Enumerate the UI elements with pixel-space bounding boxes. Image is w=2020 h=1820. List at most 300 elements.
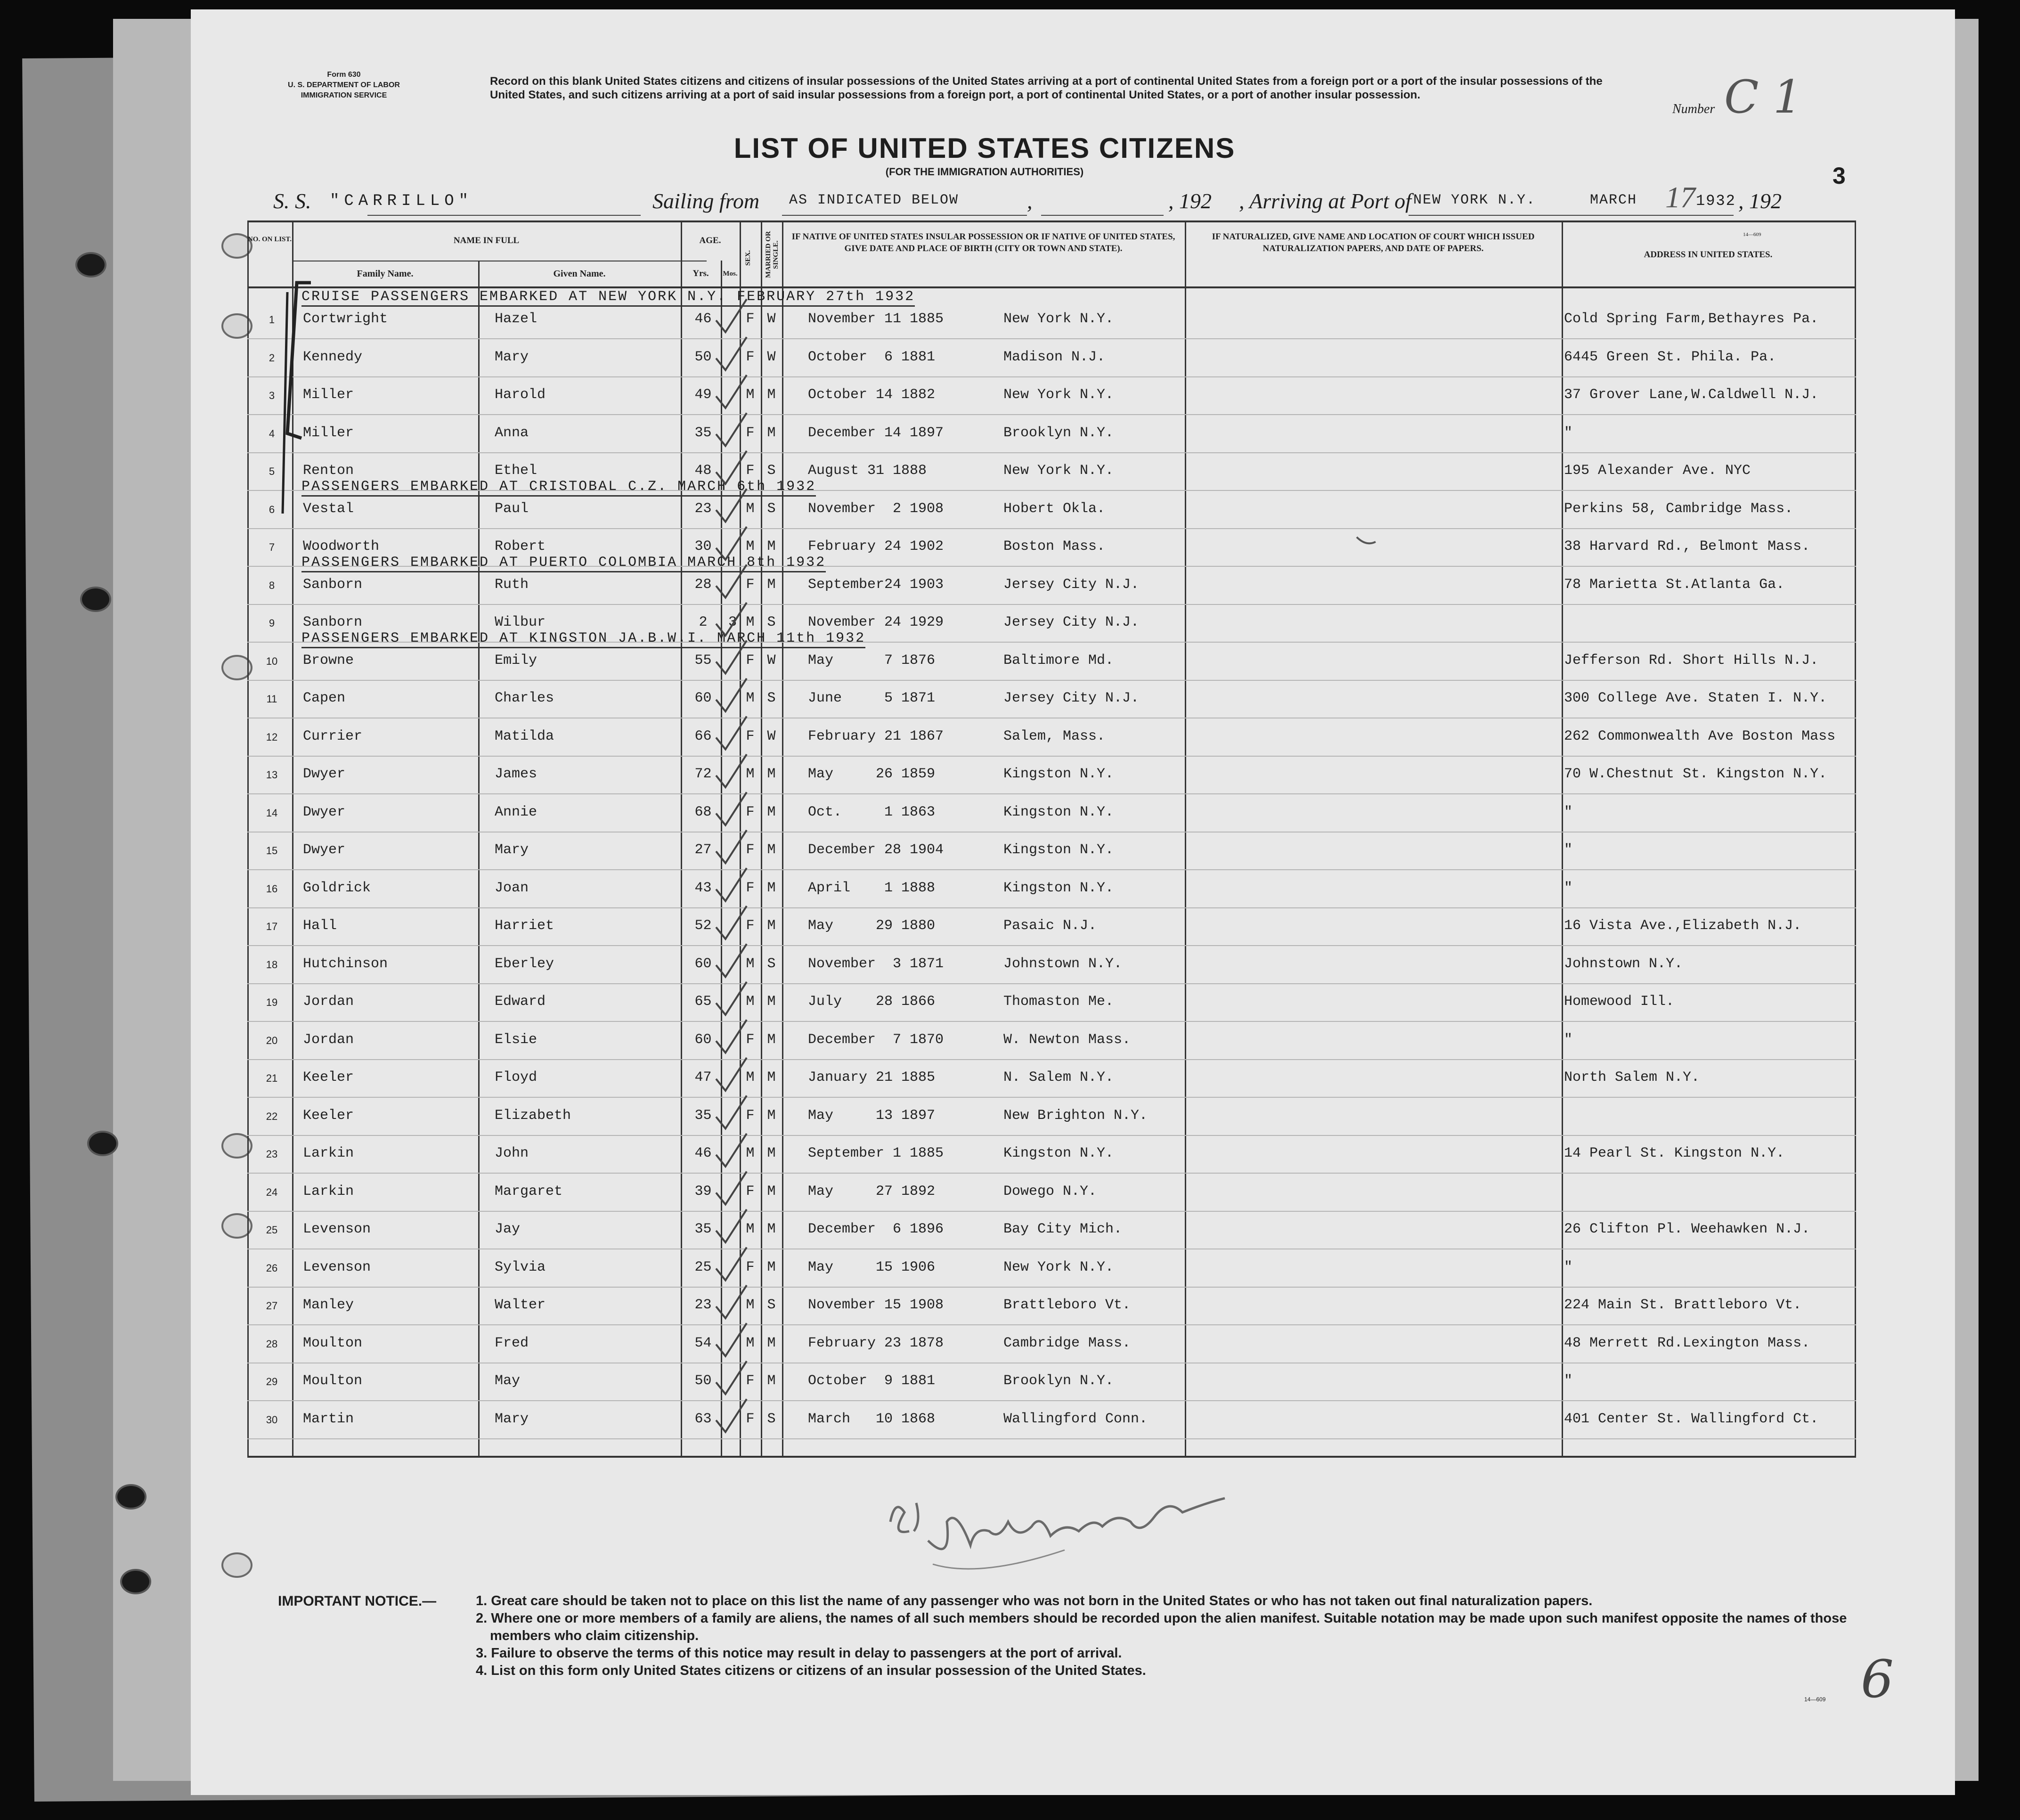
address: 38 Harvard Rd., Belmont Mass. [1564, 539, 1810, 555]
marital-status: M [767, 424, 776, 441]
given-name: Walter [495, 1297, 546, 1313]
table-row [247, 377, 1856, 415]
sex: M [746, 1297, 755, 1313]
birth-date: May 15 1906 [808, 1259, 936, 1275]
given-name: James [495, 766, 538, 782]
sex: M [746, 1145, 755, 1161]
row-number: 16 [266, 882, 278, 895]
birth-place: Brooklyn N.Y. [1003, 424, 1114, 441]
given-name: Harold [495, 387, 546, 403]
sex: M [746, 614, 755, 630]
print-code: 14—609 [1743, 232, 1761, 237]
family-name: Vestal [303, 500, 354, 517]
family-name: Goldrick [303, 880, 371, 896]
given-name: John [495, 1145, 529, 1161]
intro-text: Record on this blank United States citizens and citizens of insular possessions of the United States arriving at a port of continental United States from a foreign port or a port of the insular possessions of the United States, and such citizens arriving at a port of said insular possessions from a foreign port, a port of continental United States, or a port of another insular possession. [490, 75, 1603, 101]
sex: F [746, 842, 755, 858]
birth-date: May 29 1880 [808, 918, 936, 934]
age-years: 28 [694, 576, 712, 593]
birth-place: New York N.Y. [1003, 1259, 1114, 1275]
birth-place: Kingston N.Y. [1003, 1145, 1114, 1161]
table-row [247, 340, 1856, 377]
marital-status: W [767, 311, 776, 327]
punch-hole [80, 587, 111, 612]
row-number: 3 [269, 390, 275, 401]
birth-date: Oct. 1 1863 [808, 804, 936, 820]
family-name: Martin [303, 1411, 354, 1427]
age-years: 65 [694, 994, 712, 1010]
given-name: Mary [495, 842, 529, 858]
row-number: 9 [269, 617, 275, 629]
row-number: 12 [266, 731, 278, 743]
family-name: Moulton [303, 1373, 363, 1389]
address: " [1564, 1373, 1573, 1389]
address: Cold Spring Farm,Bethayres Pa. [1564, 311, 1819, 327]
birth-place: Boston Mass. [1003, 539, 1106, 555]
age-years: 35 [694, 424, 712, 441]
given-name: Matilda [495, 728, 554, 744]
table-row [247, 1060, 1856, 1098]
marital-status: M [767, 804, 776, 820]
birth-date: June 5 1871 [808, 690, 936, 706]
row-number: 15 [266, 845, 278, 857]
notice-item: 3. Failure to observe the terms of this notice may result in delay to passengers at the port of arrival. [476, 1646, 1122, 1661]
address: " [1564, 1259, 1573, 1275]
table-row [247, 681, 1856, 718]
header-sex: SEX. [744, 250, 752, 266]
marital-status: M [767, 918, 776, 934]
given-name: May [495, 1373, 521, 1389]
age-years: 54 [694, 1335, 712, 1351]
ship-name: "CARRILLO" [330, 192, 473, 210]
marital-status: M [767, 1145, 776, 1161]
punch-hole [221, 1552, 252, 1578]
birth-date: September 1 1885 [808, 1145, 944, 1161]
sex: M [746, 690, 755, 706]
underline [1409, 215, 1734, 216]
row-number: 27 [266, 1300, 278, 1312]
sex: M [746, 1221, 755, 1237]
family-name: Miller [303, 424, 354, 441]
birth-date: May 7 1876 [808, 652, 936, 669]
punch-hole [87, 1131, 118, 1156]
birth-place: W. Newton Mass. [1003, 1031, 1131, 1048]
table-row [247, 908, 1856, 946]
marital-status: M [767, 1221, 776, 1237]
birth-place: Kingston N.Y. [1003, 804, 1114, 820]
sex: F [746, 349, 755, 365]
marital-status: M [767, 1183, 776, 1200]
service-name: IMMIGRATION SERVICE [301, 91, 387, 99]
marital-status: S [767, 1411, 776, 1427]
birth-place: Bay City Mich. [1003, 1221, 1123, 1237]
sex: M [746, 387, 755, 403]
family-name: Dwyer [303, 804, 346, 820]
birth-date: November 11 1885 [808, 311, 944, 327]
family-name: Jordan [303, 1031, 354, 1048]
address: " [1564, 880, 1573, 896]
given-name: Emily [495, 652, 538, 669]
address: " [1564, 1031, 1573, 1048]
marital-status: M [767, 387, 776, 403]
family-name: Hutchinson [303, 955, 388, 972]
family-name: Renton [303, 463, 354, 479]
marital-status: M [767, 1335, 776, 1351]
birth-date: September24 1903 [808, 576, 944, 593]
age-years: 55 [694, 652, 712, 669]
family-name: Dwyer [303, 766, 346, 782]
row-number: 4 [269, 427, 275, 440]
department-name: U. S. DEPARTMENT OF LABOR [288, 81, 400, 89]
age-years: 39 [694, 1183, 712, 1200]
family-name: Keeler [303, 1069, 354, 1085]
sailing-from: AS INDICATED BELOW [789, 192, 959, 208]
row-number: 29 [266, 1376, 278, 1387]
marital-status: M [767, 994, 776, 1010]
address: 300 College Ave. Staten I. N.Y. [1564, 690, 1827, 706]
marital-status: M [767, 539, 776, 555]
birth-date: October 9 1881 [808, 1373, 936, 1389]
table-row [247, 1098, 1856, 1136]
table-border [247, 220, 1856, 222]
year-label: , 192 [1168, 189, 1212, 213]
birth-place: Brattleboro Vt. [1003, 1297, 1131, 1313]
birth-date: November 3 1871 [808, 955, 944, 972]
sex: F [746, 424, 755, 441]
row-number: 19 [266, 996, 278, 1008]
given-name: Annie [495, 804, 538, 820]
address: 14 Pearl St. Kingston N.Y. [1564, 1145, 1785, 1161]
section-heading: PASSENGERS EMBARKED AT CRISTOBAL C.Z. MARCH 6th 1932 [301, 478, 816, 497]
address: Jefferson Rd. Short Hills N.J. [1564, 652, 1819, 669]
birth-date: November 24 1929 [808, 614, 944, 630]
birth-place: New Brighton N.Y. [1003, 1107, 1148, 1124]
sex: M [746, 1335, 755, 1351]
sex: F [746, 804, 755, 820]
given-name: Floyd [495, 1069, 538, 1085]
sex: M [746, 994, 755, 1010]
birth-place: Thomaston Me. [1003, 994, 1114, 1010]
address: 262 Commonwealth Ave Boston Mass [1564, 728, 1836, 744]
address: 224 Main St. Brattleboro Vt. [1564, 1297, 1802, 1313]
age-years: 50 [694, 1373, 712, 1389]
row-number: 8 [269, 579, 275, 591]
family-name: Currier [303, 728, 363, 744]
marital-status: M [767, 842, 776, 858]
table-row [247, 871, 1856, 908]
birth-date: July 28 1866 [808, 994, 936, 1010]
birth-place: Wallingford Conn. [1003, 1411, 1148, 1427]
address: 37 Grover Lane,W.Caldwell N.J. [1564, 387, 1819, 403]
table-bottom [247, 1456, 1856, 1458]
given-name: Joan [495, 880, 529, 896]
family-name: Sanborn [303, 614, 363, 630]
birth-date: February 21 1867 [808, 728, 944, 744]
row-number: 2 [269, 351, 275, 364]
age-months: 3 [728, 614, 737, 630]
family-name: Manley [303, 1297, 354, 1313]
address: 26 Clifton Pl. Weehawken N.J. [1564, 1221, 1810, 1237]
table-row [247, 1288, 1856, 1325]
birth-date: March 10 1868 [808, 1411, 936, 1427]
address: 6445 Green St. Phila. Pa. [1564, 349, 1776, 365]
notice-item: 4. List on this form only United States citizens or citizens of an insular possession of the United States. [476, 1663, 1146, 1678]
family-name: Capen [303, 690, 346, 706]
section-heading: PASSENGERS EMBARKED AT KINGSTON JA.B.W.I. MARCH 11th 1932 [301, 630, 865, 648]
age-years: 49 [694, 387, 712, 403]
age-years: 46 [694, 1145, 712, 1161]
row-rule [247, 1438, 1856, 1439]
birth-date: October 6 1881 [808, 349, 936, 365]
row-number: 24 [266, 1186, 278, 1198]
table-row [247, 1402, 1856, 1439]
marital-status: W [767, 349, 776, 365]
header-birth: IF NATIVE OF UNITED STATES INSULAR POSSESSION OR IF NATIVE OF UNITED STATES, GIVE DATE AND PLACE OF BIRTH (CITY OR TOWN AND STATE). [791, 232, 1175, 253]
age-years: 60 [694, 1031, 712, 1048]
birth-date: December 7 1870 [808, 1031, 944, 1048]
table-row [247, 947, 1856, 984]
age-years: 60 [694, 690, 712, 706]
header-yrs: Yrs. [692, 269, 709, 278]
given-name: Ruth [495, 576, 529, 593]
birth-date: February 24 1902 [808, 539, 944, 555]
given-name: Eberley [495, 955, 554, 972]
birth-place: New York N.Y. [1003, 463, 1114, 479]
underline [367, 215, 641, 216]
page-subtitle: (FOR THE IMMIGRATION AUTHORITIES) [885, 166, 1084, 178]
given-name: Elsie [495, 1031, 538, 1048]
footer-code: 14—609 [1804, 1696, 1826, 1703]
family-name: Woodworth [303, 539, 380, 555]
header-address: ADDRESS IN UNITED STATES. [1644, 250, 1773, 260]
address: " [1564, 842, 1573, 858]
given-name: Harriet [495, 918, 554, 934]
header-name-in-full: NAME IN FULL [453, 236, 520, 245]
ship-label: S. S. [273, 189, 311, 213]
age-years: 35 [694, 1107, 712, 1124]
table-row [247, 1136, 1856, 1174]
marital-status: W [767, 728, 776, 744]
sex: F [746, 1183, 755, 1200]
age-years: 50 [694, 349, 712, 365]
family-name: Moulton [303, 1335, 363, 1351]
form-identifier [245, 70, 443, 101]
family-name: Larkin [303, 1145, 354, 1161]
sex: F [746, 880, 755, 896]
table-row [247, 1250, 1856, 1288]
birth-place: Brooklyn N.Y. [1003, 1373, 1114, 1389]
sex: F [746, 1031, 755, 1048]
page-number: 3 [1833, 163, 1846, 189]
address: 401 Center St. Wallingford Ct. [1564, 1411, 1819, 1427]
section-heading: PASSENGERS EMBARKED AT PUERTO COLOMBIA MARCH 8th 1932 [301, 554, 826, 572]
family-name: Kennedy [303, 349, 363, 365]
table-row [247, 1174, 1856, 1212]
table-row [247, 757, 1856, 794]
row-number: 26 [266, 1262, 278, 1274]
row-number: 7 [269, 541, 275, 553]
birth-place: Kingston N.Y. [1003, 766, 1114, 782]
marital-status: S [767, 463, 776, 479]
address: " [1564, 804, 1573, 820]
row-number: 21 [266, 1072, 278, 1084]
table-row [247, 1022, 1856, 1060]
table-row [247, 1363, 1856, 1401]
row-number: 28 [266, 1338, 278, 1350]
age-years: 66 [694, 728, 712, 744]
family-name: Hall [303, 918, 337, 934]
birth-date: January 21 1885 [808, 1069, 936, 1085]
family-name: Keeler [303, 1107, 354, 1124]
address: North Salem N.Y. [1564, 1069, 1700, 1085]
address: 78 Marietta St.Atlanta Ga. [1564, 576, 1785, 593]
given-name: Robert [495, 539, 546, 555]
birth-place: Hobert Okla. [1003, 500, 1106, 517]
marital-status: M [767, 1259, 776, 1275]
row-number: 5 [269, 465, 275, 477]
age-years: 52 [694, 918, 712, 934]
age-years: 30 [694, 539, 712, 555]
section-heading: CRUISE PASSENGERS EMBARKED AT NEW YORK N.Y. FEBRUARY 27th 1932 [301, 288, 915, 307]
sex: F [746, 728, 755, 744]
header-married: MARRIED OR SINGLE. [765, 231, 780, 278]
birth-place: Kingston N.Y. [1003, 880, 1114, 896]
header-naturalized: IF NATURALIZED, GIVE NAME AND LOCATION OF COURT WHICH ISSUED NATURALIZATION PAPERS, AND DATE OF PAPERS. [1212, 232, 1535, 253]
header-age: AGE. [699, 236, 721, 245]
punch-hole [120, 1569, 151, 1594]
given-name: Hazel [495, 311, 538, 327]
family-name: Jordan [303, 994, 354, 1010]
number-label: Number [1672, 102, 1715, 116]
birth-place: Madison N.J. [1003, 349, 1106, 365]
official-signature [876, 1470, 1234, 1583]
year-suffix: , 192 [1738, 189, 1782, 213]
marital-status: S [767, 1297, 776, 1313]
sex: F [746, 652, 755, 669]
birth-place: Jersey City N.J. [1003, 690, 1140, 706]
marital-status: S [767, 955, 776, 972]
marital-status: M [767, 766, 776, 782]
marital-status: M [767, 880, 776, 896]
family-name: Dwyer [303, 842, 346, 858]
birth-date: November 2 1908 [808, 500, 944, 517]
birth-place: Kingston N.Y. [1003, 842, 1114, 858]
table-row [247, 1326, 1856, 1363]
marital-status: S [767, 614, 776, 630]
marital-status: M [767, 1107, 776, 1124]
birth-date: August 31 1888 [808, 463, 927, 479]
marital-status: M [767, 576, 776, 593]
marital-status: M [767, 1069, 776, 1085]
address: " [1564, 424, 1573, 441]
birth-date: October 14 1882 [808, 387, 936, 403]
given-name: Fred [495, 1335, 529, 1351]
given-name: Elizabeth [495, 1107, 571, 1124]
row-number: 23 [266, 1148, 278, 1160]
arrival-month: MARCH [1590, 192, 1637, 208]
row-number: 6 [269, 503, 275, 515]
age-years: 43 [694, 880, 712, 896]
header-mos: Mos. [723, 270, 738, 277]
row-number: 1 [269, 314, 275, 326]
age-years: 2 [699, 614, 708, 630]
sex: F [746, 1373, 755, 1389]
notice-list [476, 1592, 1880, 1680]
marital-status: M [767, 1373, 776, 1389]
row-number: 18 [266, 958, 278, 971]
age-years: 72 [694, 766, 712, 782]
birth-place: Johnstown N.Y. [1003, 955, 1123, 972]
handwritten-page-number: 6 [1861, 1649, 1894, 1709]
row-number: 30 [266, 1413, 278, 1426]
family-name: Cortwright [303, 311, 388, 327]
row-number: 11 [266, 693, 277, 705]
marital-status: W [767, 652, 776, 669]
marital-status: S [767, 690, 776, 706]
sex: F [746, 576, 755, 593]
marital-status: S [767, 500, 776, 517]
given-name: Jay [495, 1221, 521, 1237]
family-name: Sanborn [303, 576, 363, 593]
punch-hole [115, 1484, 147, 1510]
given-name: Edward [495, 994, 546, 1010]
sex: F [746, 311, 755, 327]
address: 195 Alexander Ave. NYC [1564, 463, 1751, 479]
given-name: Paul [495, 500, 529, 517]
page-title: LIST OF UNITED STATES CITIZENS [733, 132, 1236, 164]
age-years: 25 [694, 1259, 712, 1275]
arrival-port: NEW YORK N.Y. [1413, 192, 1536, 208]
table-row [247, 491, 1856, 529]
birth-date: May 26 1859 [808, 766, 936, 782]
address: Johnstown N.Y. [1564, 955, 1683, 972]
row-number: 20 [266, 1034, 278, 1046]
marital-status: M [767, 1031, 776, 1048]
family-name: Levenson [303, 1259, 371, 1275]
age-years: 63 [694, 1411, 712, 1427]
address: Perkins 58, Cambridge Mass. [1564, 500, 1793, 517]
table-row [247, 984, 1856, 1022]
table-row [247, 567, 1856, 605]
given-name: Sylvia [495, 1259, 546, 1275]
form-number: Form 630 [327, 71, 361, 79]
address: Homewood Ill. [1564, 994, 1675, 1010]
sex: F [746, 1107, 755, 1124]
birth-date: February 23 1878 [808, 1335, 944, 1351]
birth-place: New York N.Y. [1003, 387, 1114, 403]
table-row [247, 643, 1856, 681]
sailing-label: Sailing from [652, 189, 760, 213]
punch-hole [75, 252, 106, 277]
number-value: C 1 [1724, 71, 1802, 123]
family-name: Browne [303, 652, 354, 669]
birth-date: December 6 1896 [808, 1221, 944, 1237]
birth-date: April 1 1888 [808, 880, 936, 896]
birth-place: Dowego N.Y. [1003, 1183, 1097, 1200]
birth-place: New York N.Y. [1003, 311, 1114, 327]
birth-date: May 27 1892 [808, 1183, 936, 1200]
underline [782, 215, 1027, 216]
birth-place: Cambridge Mass. [1003, 1335, 1131, 1351]
row-number: 13 [266, 769, 278, 781]
age-years: 35 [694, 1221, 712, 1237]
age-years: 68 [694, 804, 712, 820]
sex: M [746, 766, 755, 782]
age-years: 27 [694, 842, 712, 858]
notice-item: 2. Where one or more members of a family are aliens, the names of all such members should be recorded upon the alien manifest. Suitable notation may be made upon such manifest opposite the names of those members who claim citizenship. [476, 1611, 1847, 1643]
given-name: Ethel [495, 463, 538, 479]
table-row [247, 1212, 1856, 1249]
